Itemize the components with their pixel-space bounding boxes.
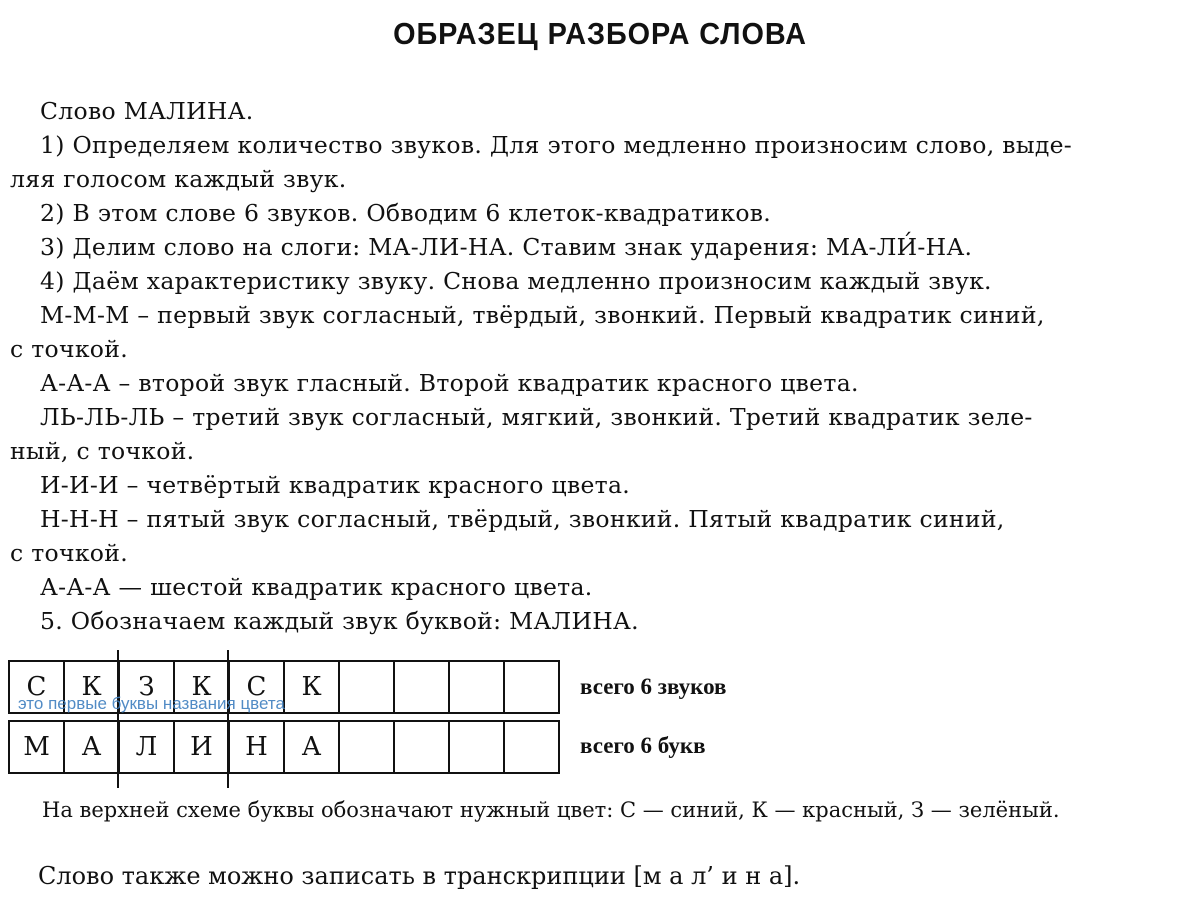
sound-cell: К xyxy=(64,661,119,713)
letter-cell: М xyxy=(9,721,64,773)
sound-cell: З xyxy=(119,661,174,713)
paragraph-step-3: 3) Делим слово на слоги: МА-ЛИ-НА. Ставим знак ударения: МА-ЛИ́-НА. xyxy=(40,233,973,261)
letter-cell xyxy=(449,721,504,773)
paragraph-sound-l-cont: ный, с точкой. xyxy=(10,437,195,465)
paragraph-step-1: 1) Определяем количество звуков. Для этого медленно произносим слово, выде- xyxy=(40,131,1073,159)
sound-cell xyxy=(504,661,559,713)
paragraph-sound-a2: А-А-А — шестой квадратик красного цвета. xyxy=(40,573,593,601)
parsing-text xyxy=(10,94,1190,638)
paragraph-step-2: 2) В этом слове 6 звуков. Обводим 6 клеток-квадратиков. xyxy=(40,199,772,227)
paragraph-step-5: 5. Обозначаем каждый звук буквой: МАЛИНА. xyxy=(40,607,639,635)
row-gap xyxy=(9,713,559,721)
paragraph-step-1-cont: ляя голосом каждый звук. xyxy=(10,165,347,193)
letter-cell: Н xyxy=(229,721,284,773)
sound-cell xyxy=(449,661,504,713)
letter-cell: А xyxy=(284,721,339,773)
letter-cell: А xyxy=(64,721,119,773)
paragraph-sound-l: ЛЬ-ЛЬ-ЛЬ – третий звук согласный, мягкий, звонкий. Третий квадратик зеле- xyxy=(40,403,1033,431)
sound-cell: С xyxy=(9,661,64,713)
letter-cell xyxy=(339,721,394,773)
sound-cell: К xyxy=(174,661,229,713)
sound-cell xyxy=(339,661,394,713)
syllable-divider-2 xyxy=(227,650,229,788)
color-letters-caption: это первые буквы названия цвета xyxy=(18,694,285,713)
letters-total-label: всего 6 букв xyxy=(580,733,706,758)
letters-row xyxy=(9,721,559,773)
page-title: ОБРАЗЕЦ РАЗБОРА СЛОВА xyxy=(393,16,807,51)
sound-cell: С xyxy=(229,661,284,713)
sound-cell xyxy=(394,661,449,713)
syllable-divider-1 xyxy=(117,650,119,788)
sound-cell: К xyxy=(284,661,339,713)
letter-cell: Л xyxy=(119,721,174,773)
letter-cell: И xyxy=(174,721,229,773)
transcription-line: Слово также можно записать в транскрипции [м а л’ и н а]. xyxy=(38,862,801,890)
sound-letter-scheme xyxy=(8,660,560,774)
paragraph-sound-n: Н-Н-Н – пятый звук согласный, твёрдый, звонкий. Пятый квадратик синий, xyxy=(40,505,1005,533)
paragraph-sound-m-cont: с точкой. xyxy=(10,335,128,363)
paragraph-word: Слово МАЛИНА. xyxy=(40,97,254,125)
paragraph-sound-m: М-М-М – первый звук согласный, твёрдый, звонкий. Первый квадратик синий, xyxy=(40,301,1045,329)
letter-cell xyxy=(394,721,449,773)
paragraph-sound-i: И-И-И – четвёртый квадратик красного цвета. xyxy=(40,471,631,499)
paragraph-sound-a1: А-А-А – второй звук гласный. Второй квадратик красного цвета. xyxy=(40,369,859,397)
paragraph-sound-n-cont: с точкой. xyxy=(10,539,128,567)
color-legend-note: На верхней схеме буквы обозначают нужный цвет: С — синий, К — красный, З — зелёный. xyxy=(42,798,1060,822)
sounds-total-label: всего 6 звуков xyxy=(580,674,727,699)
letter-cell xyxy=(504,721,559,773)
paragraph-step-4: 4) Даём характеристику звуку. Снова медленно произносим каждый звук. xyxy=(40,267,992,295)
